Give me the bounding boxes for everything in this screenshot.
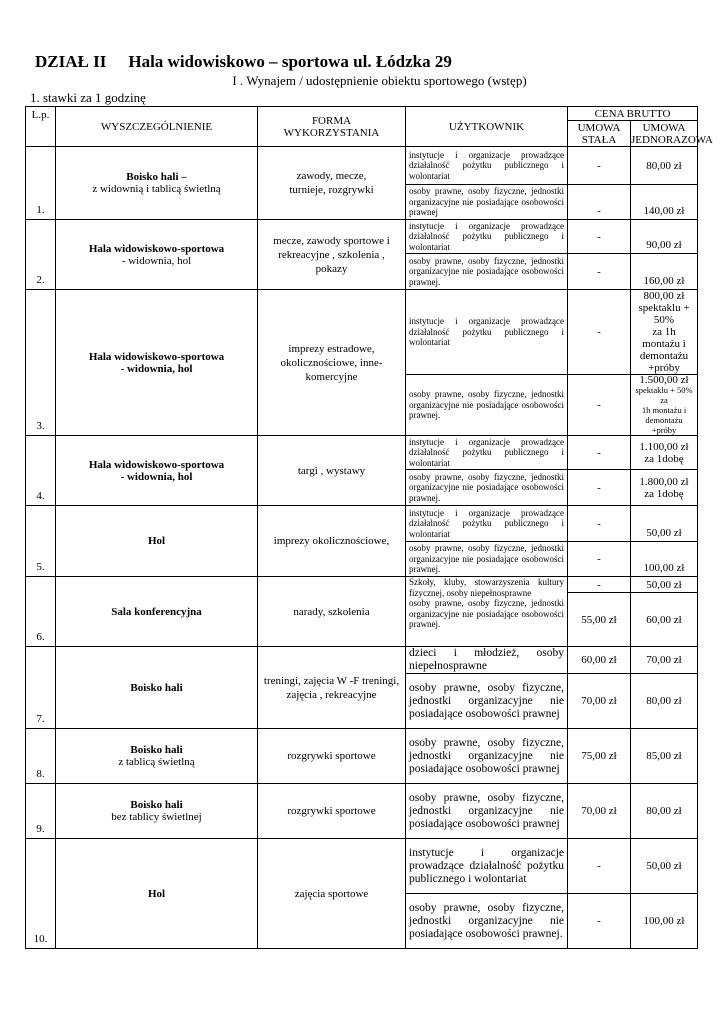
row-forma: treningi, zajęcia W -F treningi, zajęcia , rekreacyjne [258,647,406,729]
header-uzytkownik: UŻYTKOWNIK [406,107,568,147]
table-row [26,577,698,593]
row-number: 7. [26,647,56,729]
row-name [56,220,258,290]
row-name [56,729,258,784]
price-percent: 50% za [660,385,693,405]
row-stala: - [568,436,631,470]
row-jedn: 70,00 zł [631,647,698,674]
row-user [406,577,568,647]
price-value: 1.800,00 zł [639,475,689,488]
table-row [26,290,698,375]
row-jedn: 100,00 zł [631,542,698,577]
row-jedn: 50,00 zł [631,577,698,593]
row-forma: rozgrywki sportowe [258,784,406,839]
row-user: instytucje i organizacje prowadzące działalność pożytku publicznego i wolontariat [406,220,568,254]
row-jedn: 90,00 zł [631,220,698,254]
header-umowa-jedn: UMOWA JEDNORAZOWA [631,121,713,146]
row-forma: narady, szkolenia [258,577,406,647]
row-jedn: 80,00 zł [631,674,698,729]
row-stala: 70,00 zł [568,674,631,729]
row-stala: 55,00 zł [568,593,631,647]
header-forma: FORMA WYKORZYSTANIA [258,107,406,147]
row-stala: - [568,894,631,949]
row-forma: mecze, zawody sportowe i rekreacyjne , szkolenia , pokazy [258,220,406,290]
row-forma: targi , wystawy [258,436,406,506]
header-lp: L.p. [26,107,56,147]
row-name-bold: Boisko hali [130,799,183,811]
row-user: instytucje i organizacje prowadzące działalność pożytku publicznego i wolontariat [406,839,568,894]
row-user: osoby prawne, osoby fizyczne, jednostki organizacyjne nie posiadające osobowości prawnej [406,784,568,839]
row-stala: 60,00 zł [568,647,631,674]
table-row [26,729,698,784]
row-name [56,290,258,436]
row-jedn: 50,00 zł [631,839,698,894]
row-user: osoby prawne, osoby fizyczne, jednostki organizacyjne nie posiadające osobowości prawnej [406,674,568,729]
row-number: 1. [26,147,56,220]
price-value: 800,00 zł [643,290,685,302]
row-forma: imprezy estradowe, okolicznościowe, inne- komercyjne [258,290,406,436]
header-wyszczegolnienie: WYSZCZEGÓLNIENIE [56,107,258,147]
row-name [56,577,258,647]
price-table [25,106,713,949]
price-note: spektaklu + [635,385,678,395]
row-user: osoby prawne, osoby fizyczne, jednostki organizacyjne nie posiadające osobowości prawnej [406,185,568,220]
row-name [56,147,258,220]
row-number: 2. [26,220,56,290]
row-jedn: 140,00 zł [631,185,698,220]
price-value: 1.500,00 zł [639,374,689,386]
row-name-bold: Hala widowiskowo-sportowa [88,242,225,255]
row-name-sub: z widownią i tablicą świetlną [92,183,221,195]
table-row [26,436,698,470]
row-stala: - [568,577,631,593]
row-forma: imprezy okolicznościowe, [258,506,406,577]
table-row [26,220,698,254]
row-jedn [631,290,698,375]
row-stala: 75,00 zł [568,729,631,784]
row-stala: - [568,220,631,254]
table-row [26,784,698,839]
subtitle-number: I . [232,73,244,88]
price-note: spektaklu + [638,302,690,314]
row-forma: zawody, mecze, turnieje, rozgrywki [258,147,406,220]
row-name-bold: Boisko hali [130,744,183,756]
row-jedn [631,436,698,470]
row-name-sub: bez tablicy świetlnej [111,811,202,823]
price-suffix: montażu i demontażu +próby [645,405,687,435]
row-user: instytucje i organizacje prowadzące działalność pożytku publicznego i wolontariat [406,506,568,542]
row-user: osoby prawne, osoby fizyczne, jednostki organizacyjne nie posiadające osobowości prawnej. [406,254,568,290]
row-number: 9. [26,784,56,839]
row-user: instytucje i organizacje prowadzące działalność pożytku publicznego i wolontariat [406,147,568,185]
document-heading [35,52,452,72]
row-name-bold: Hala widowiskowo-sportowa [88,350,225,363]
row-user: dzieci i młodzież, osoby niepełnosprawne [406,647,568,674]
section-label: DZIAŁ II [35,52,107,71]
user-group-a: Szkoły, kluby, stowarzyszenia kultury fizycznej, osoby niepełnosprawne [409,577,564,598]
row-number: 8. [26,729,56,784]
row-stala: - [568,185,631,220]
table-row [26,839,698,894]
row-name-bold: Hol [147,887,166,900]
row-name-bold: Sala konferencyjna [111,605,202,618]
row-stala: - [568,254,631,290]
price-hours: za 1h [652,326,676,338]
price-value: 1.100,00 zł [639,440,689,453]
row-stala: 70,00 zł [568,784,631,839]
row-name [56,506,258,577]
row-name-bold: Hala widowiskowo-sportowa [88,458,225,471]
price-unit: za 1dobę [644,487,684,500]
row-name [56,784,258,839]
subtitle [0,73,724,89]
row-name [56,839,258,949]
row-number: 10. [26,839,56,949]
page-title: Hala widowiskowo – sportowa ul. Łódzka 29 [128,52,452,71]
row-forma: zajęcia sportowe [258,839,406,949]
row-name-sub: - widownia, hol [120,362,193,375]
subtitle-text: Wynajem / udostępnienie obiektu sportowego (wstęp) [246,73,527,88]
row-jedn: 100,00 zł [631,894,698,949]
row-stala: - [568,839,631,894]
row-name-bold: Hol [147,535,166,547]
row-jedn: 85,00 zł [631,729,698,784]
row-stala: - [568,147,631,185]
table-row [26,506,698,542]
row-name-bold: Boisko hali – [126,171,187,183]
price-unit: za 1dobę [644,452,684,465]
row-forma: rozgrywki sportowe [258,729,406,784]
row-stala: - [568,506,631,542]
row-user: osoby prawne, osoby fizyczne, jednostki organizacyjne nie posiadające osobowości prawnej. [406,470,568,506]
row-user: osoby prawne, osoby fizyczne, jednostki organizacyjne nie posiadające osobowości prawnej. [406,894,568,949]
row-user: osoby prawne, osoby fizyczne, jednostki organizacyjne nie posiadające osobowości prawnej. [406,375,568,436]
row-jedn [631,470,698,506]
price-suffix: montażu i demontażu +próby [639,338,689,374]
row-jedn: 160,00 zł [631,254,698,290]
row-name [56,436,258,506]
row-jedn: 80,00 zł [631,147,698,185]
row-stala: - [568,470,631,506]
row-stala: - [568,542,631,577]
row-jedn [631,375,698,436]
row-number: 3. [26,290,56,436]
header-umowa-stala: UMOWA STAŁA [568,121,631,147]
user-group-b: osoby prawne, osoby fizyczne, jednostki organizacyjne nie posiadające osobowości prawnej. [409,598,564,629]
row-name-sub: z tablicą świetlną [118,756,195,768]
row-name-sub: - widownia, hol [121,254,192,267]
row-jedn: 80,00 zł [631,784,698,839]
table-row [26,147,698,185]
row-user: osoby prawne, osoby fizyczne, jednostki organizacyjne nie posiadające osobowości prawnej [406,729,568,784]
row-name-sub: - widownia, hol [120,470,193,483]
row-user: instytucje i organizacje prowadzące działalność pożytku publicznego i wolontariat [406,290,568,375]
table-row [26,647,698,674]
row-number: 5. [26,506,56,577]
row-stala: - [568,290,631,375]
price-percent: 50% [653,314,675,326]
price-hours: 1h [641,405,651,415]
row-jedn: 60,00 zł [631,593,698,647]
header-cena: CENA BRUTTO [568,107,698,121]
row-user: osoby prawne, osoby fizyczne, jednostki organizacyjne nie posiadające osobowości prawnej. [406,542,568,577]
row-number: 4. [26,436,56,506]
row-name-bold: Boisko hali [130,681,183,694]
row-user: instytucje i organizacje prowadzące działalność pożytku publicznego i wolontariat [406,436,568,470]
list-item-heading: 1. stawki za 1 godzinę [30,90,146,105]
row-stala: - [568,375,631,436]
row-number: 6. [26,577,56,647]
row-jedn: 50,00 zł [631,506,698,542]
row-name [56,647,258,729]
